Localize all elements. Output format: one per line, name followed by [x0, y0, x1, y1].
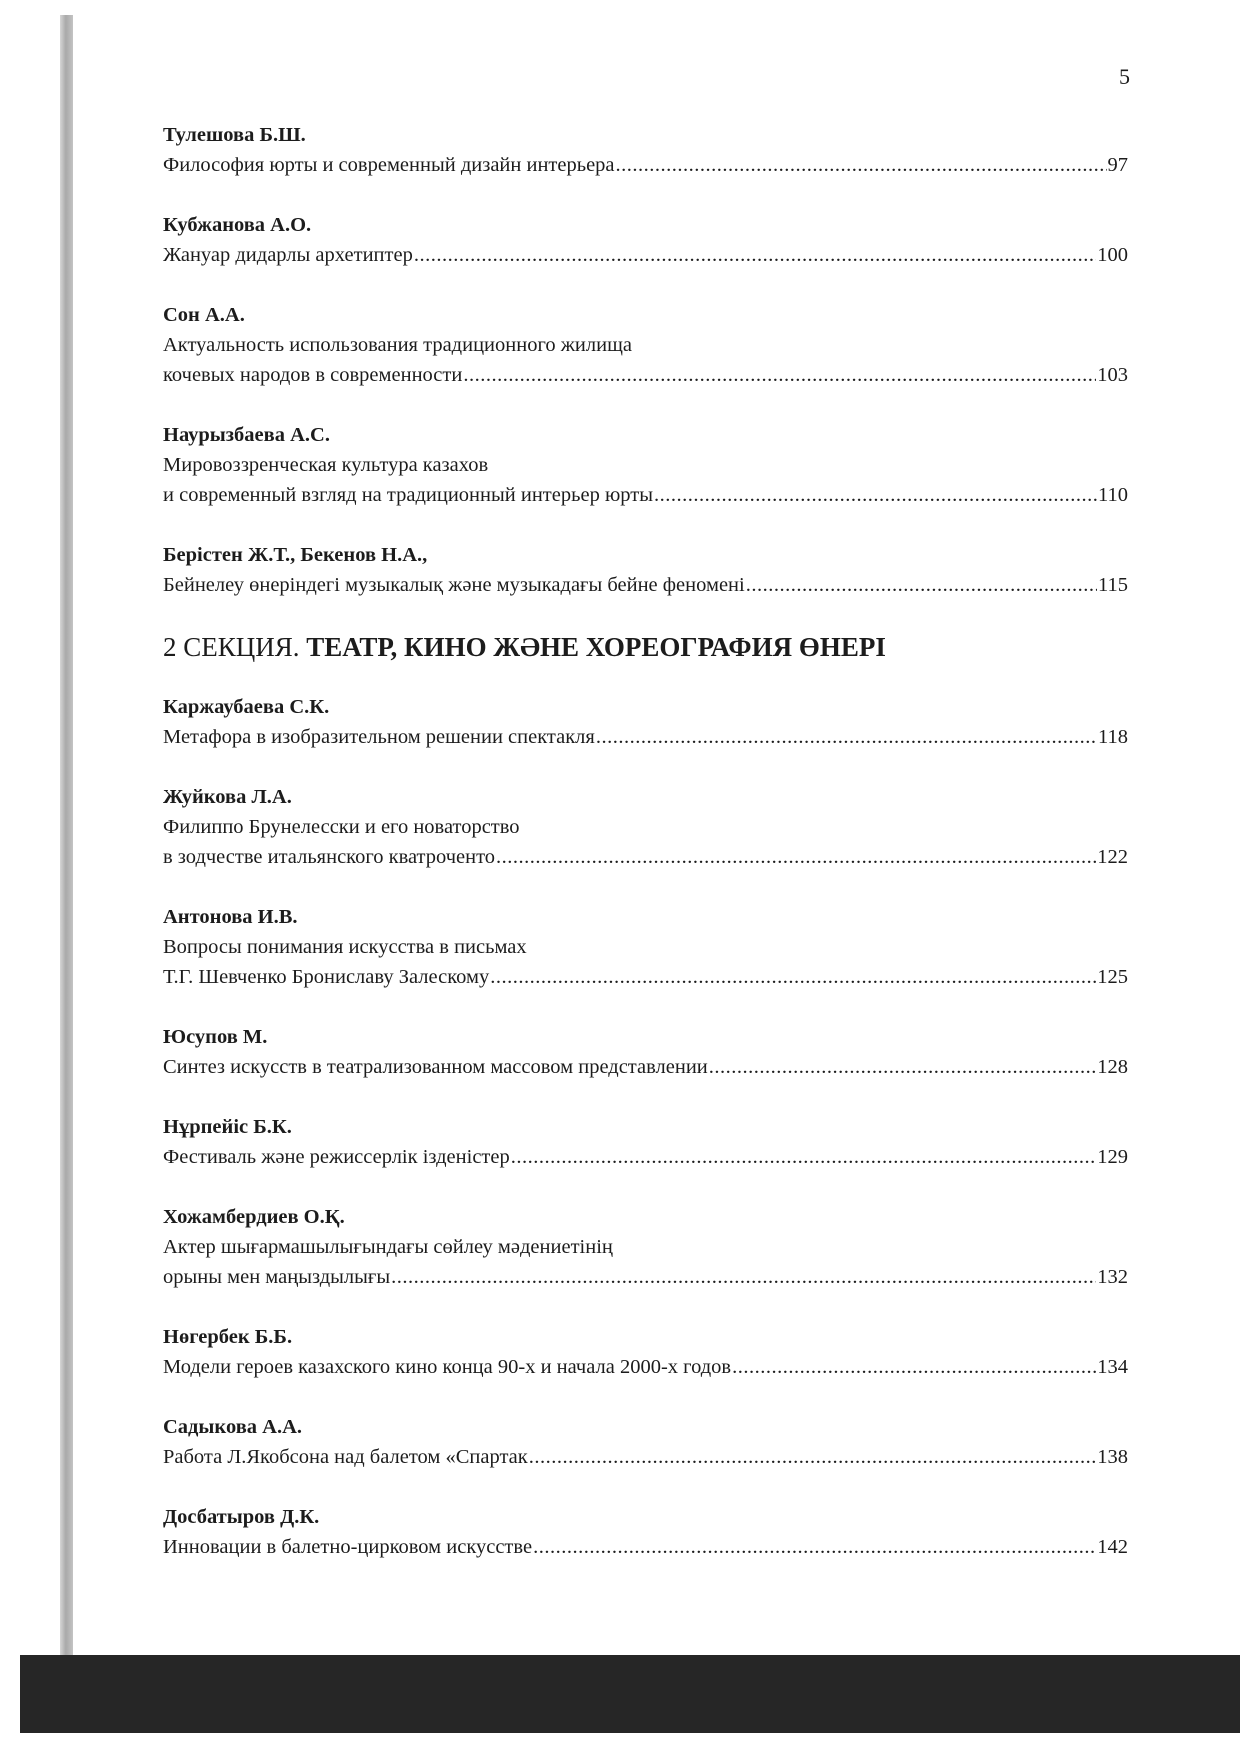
entry-leader-row — [163, 1262, 1128, 1292]
toc-entry — [163, 420, 1128, 510]
dot-leader — [511, 1142, 1097, 1172]
entry-title-last-line: орыны мен маңыздылығы — [163, 1266, 391, 1288]
entry-title-last-line: Метафора в изобразительном решении спектакля — [163, 726, 595, 748]
dot-leader — [490, 962, 1096, 992]
entry-title-last-line: Фестиваль және режиссерлік ізденістер — [163, 1146, 510, 1168]
entry-leader-row — [163, 570, 1128, 600]
scan-bottom-edge — [20, 1655, 1240, 1733]
entry-author: Нұрпейіс Б.К. — [163, 1116, 292, 1138]
entry-title-last-line: Модели героев казахского кино конца 90-х и начала 2000-х годов — [163, 1356, 732, 1378]
entry-title-last-line: Работа Л.Якобсона над балетом «Спартак — [163, 1446, 528, 1468]
entry-author: Кубжанова А.О. — [163, 214, 312, 236]
entry-page-number: 97 — [1107, 154, 1128, 176]
entry-title-last-line: кочевых народов в современности — [163, 364, 463, 386]
entry-title-last-line: Бейнелеу өнеріндегі музыкалық және музыкадағы бейне феномені — [163, 574, 745, 596]
dot-leader — [596, 722, 1097, 752]
entry-author: Наурызбаева А.С. — [163, 424, 330, 446]
entry-title-last-line: Инновации в балетно-цирковом искусстве — [163, 1536, 533, 1558]
entry-page-number: 129 — [1097, 1146, 1128, 1168]
toc-entry — [163, 1502, 1128, 1562]
entry-title-last-line: Т.Г. Шевченко Брониславу Залескому — [163, 966, 490, 988]
entry-title-line: Вопросы понимания искусства в письмах — [163, 936, 527, 958]
entry-title-last-line: в зодчестве итальянского кватроченто — [163, 846, 496, 868]
section-heading — [163, 630, 1128, 664]
entry-author: Берістен Ж.Т., Бекенов Н.А., — [163, 544, 428, 566]
toc-entry — [163, 300, 1128, 390]
entry-page-number: 115 — [1098, 574, 1128, 596]
entry-author: Хожамбердиев О.Қ. — [163, 1206, 345, 1228]
entry-page-number: 118 — [1098, 726, 1128, 748]
entry-page-number: 142 — [1097, 1536, 1128, 1558]
entry-leader-row — [163, 1142, 1128, 1172]
toc-entry — [163, 902, 1128, 992]
entry-leader-row — [163, 480, 1128, 510]
entry-leader-row — [163, 1532, 1128, 1562]
entry-leader-row — [163, 1052, 1128, 1082]
entry-title-last-line: Жануар дидарлы архетиптер — [163, 244, 413, 266]
entry-leader-row — [163, 722, 1128, 752]
toc-entry — [163, 692, 1128, 752]
entry-author: Сон А.А. — [163, 304, 245, 326]
dot-leader — [746, 570, 1097, 600]
toc-entry — [163, 210, 1128, 270]
entry-title-line: Филиппо Брунелесски и его новаторство — [163, 816, 520, 838]
table-of-contents — [163, 120, 1128, 1592]
page-number: 5 — [1119, 64, 1130, 89]
entry-leader-row — [163, 360, 1128, 390]
dot-leader — [709, 1052, 1096, 1082]
entry-page-number: 138 — [1097, 1446, 1128, 1468]
section-number: 2 СЕКЦИЯ. — [163, 632, 300, 662]
entry-leader-row — [163, 240, 1128, 270]
entry-page-number: 132 — [1097, 1266, 1128, 1288]
dot-leader — [463, 360, 1096, 390]
dot-leader — [616, 150, 1107, 180]
dot-leader — [391, 1262, 1096, 1292]
toc-entry — [163, 120, 1128, 180]
toc-group-after-section — [163, 692, 1128, 1562]
entry-leader-row — [163, 842, 1128, 872]
entry-page-number: 134 — [1097, 1356, 1128, 1378]
entry-leader-row — [163, 1442, 1128, 1472]
toc-entry — [163, 782, 1128, 872]
entry-title-last-line: Философия юрты и современный дизайн интерьера — [163, 154, 615, 176]
entry-title-line: Актер шығармашылығындағы сөйлеу мәдениетінің — [163, 1236, 613, 1258]
dot-leader — [533, 1532, 1096, 1562]
entry-author: Юсупов М. — [163, 1026, 268, 1048]
section-name: ТЕАТР, КИНО ЖӘНЕ ХОРЕОГРАФИЯ ӨНЕРІ — [306, 632, 886, 662]
entry-page-number: 110 — [1098, 484, 1128, 506]
entry-page-number: 122 — [1097, 846, 1128, 868]
entry-leader-row — [163, 150, 1128, 180]
entry-author: Досбатыров Д.К. — [163, 1506, 320, 1528]
entry-title-line: Мировоззренческая культура казахов — [163, 454, 489, 476]
dot-leader — [414, 240, 1096, 270]
toc-entry — [163, 1412, 1128, 1472]
toc-entry — [163, 1322, 1128, 1382]
entry-page-number: 100 — [1097, 244, 1128, 266]
entry-author: Тулешова Б.Ш. — [163, 124, 306, 146]
entry-author: Антонова И.В. — [163, 906, 298, 928]
toc-group-before-section — [163, 120, 1128, 600]
entry-author: Нөгербек Б.Б. — [163, 1326, 293, 1348]
toc-entry — [163, 540, 1128, 600]
book-spine-shadow — [60, 15, 73, 1655]
entry-title-last-line: и современный взгляд на традиционный интерьер юрты — [163, 484, 653, 506]
entry-title-line: Актуальность использования традиционного жилища — [163, 334, 632, 356]
entry-leader-row — [163, 1352, 1128, 1382]
entry-page-number: 128 — [1097, 1056, 1128, 1078]
entry-page-number: 125 — [1097, 966, 1128, 988]
toc-entry — [163, 1112, 1128, 1172]
dot-leader — [654, 480, 1097, 510]
entry-leader-row — [163, 962, 1128, 992]
toc-entry — [163, 1022, 1128, 1082]
dot-leader — [529, 1442, 1097, 1472]
entry-author: Каржаубаева С.К. — [163, 696, 330, 718]
dot-leader — [496, 842, 1096, 872]
entry-author: Жуйкова Л.А. — [163, 786, 292, 808]
dot-leader — [732, 1352, 1096, 1382]
entry-author: Садыкова А.А. — [163, 1416, 303, 1438]
toc-entry — [163, 1202, 1128, 1292]
entry-title-last-line: Синтез искусств в театрализованном массовом представлении — [163, 1056, 708, 1078]
entry-page-number: 103 — [1097, 364, 1128, 386]
